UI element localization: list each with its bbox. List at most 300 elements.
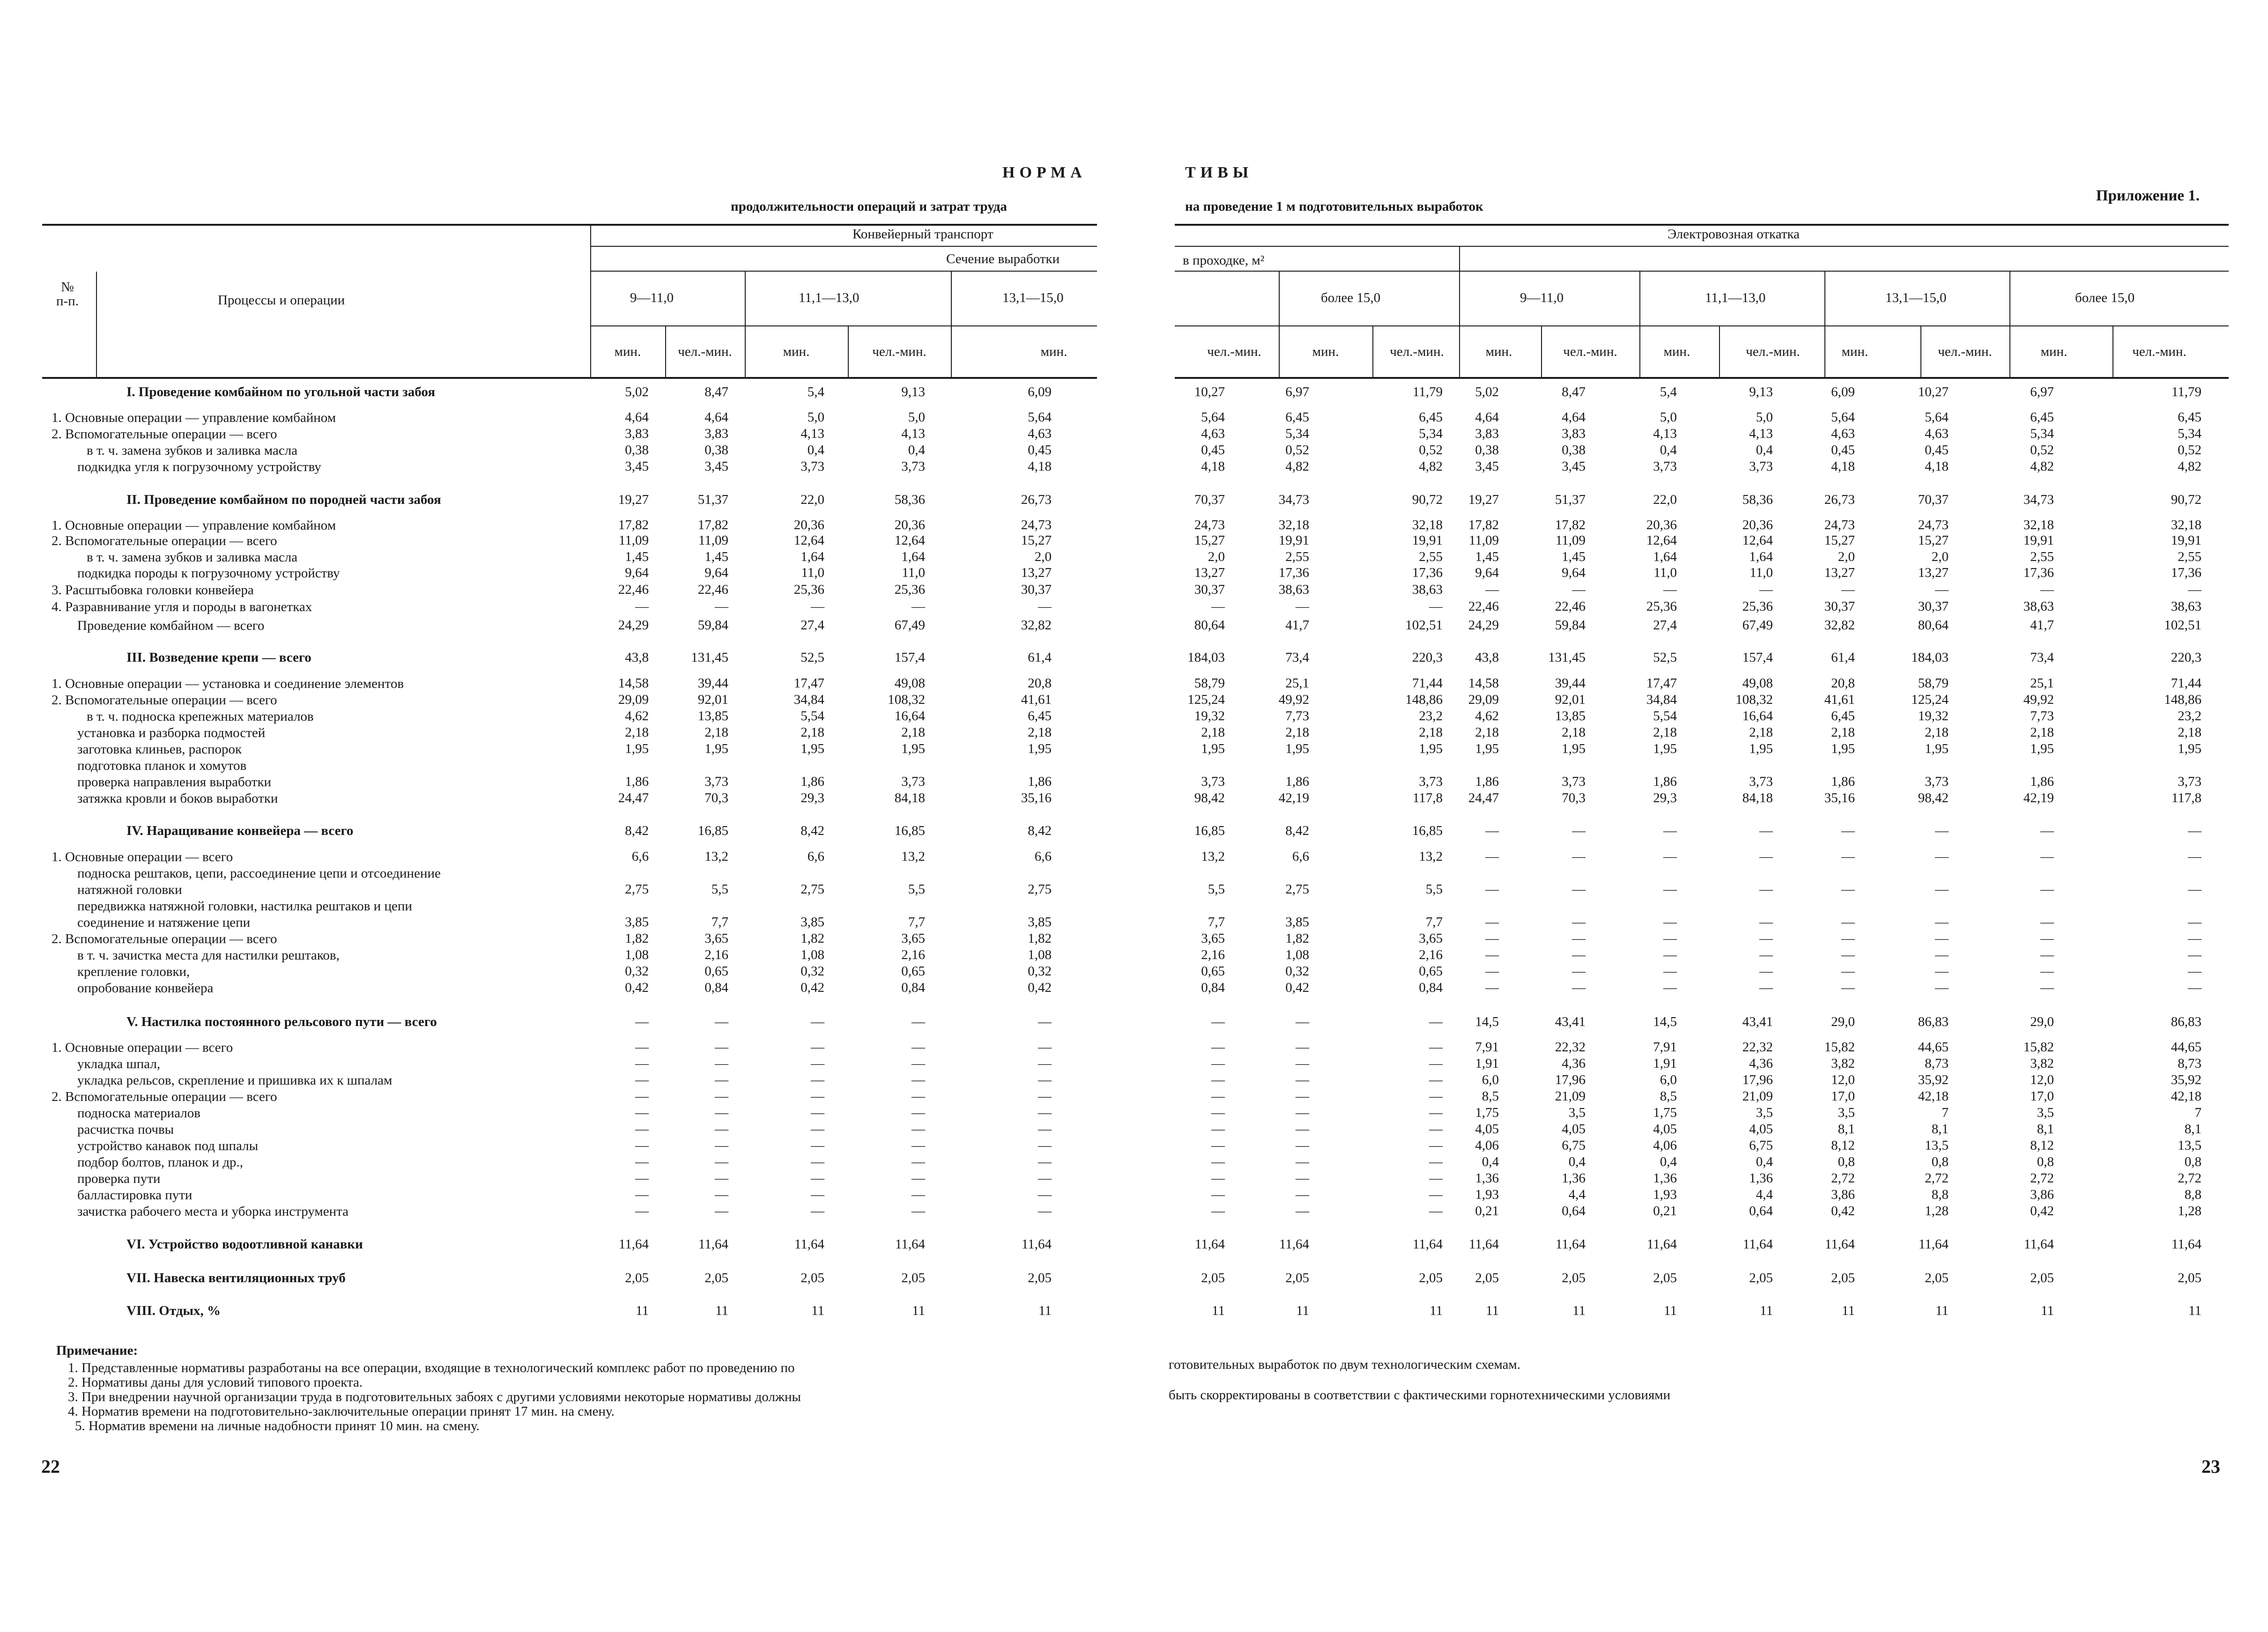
electric-header: Электровозная откатка (1668, 227, 1800, 242)
table-cell: 4,4 (1568, 1187, 1586, 1202)
table-cell: 2,55 (2178, 549, 2201, 564)
table-cell: 2,72 (2178, 1171, 2201, 1186)
row-label: 2. Вспомогательные операции — всего (52, 533, 277, 548)
table-cell: 0,42 (800, 980, 824, 995)
table-cell: 1,08 (625, 947, 649, 962)
table-cell: 1,45 (1562, 549, 1586, 564)
row-label: 1. Основные операции — управление комбайном (52, 518, 336, 533)
table-cell: 3,73 (800, 459, 824, 474)
table-cell: 11,64 (698, 1237, 728, 1252)
table-cell: — (635, 1014, 649, 1029)
table-cell: 35,16 (1824, 790, 1855, 805)
range-header: 9—11,0 (1520, 290, 1564, 305)
table-cell: 11 (1038, 1303, 1052, 1318)
table-cell: 70,37 (1918, 492, 1949, 507)
table-cell: 1,86 (800, 774, 824, 789)
table-cell: 70,3 (704, 790, 728, 805)
table-cell: 2,18 (1201, 725, 1225, 740)
table-cell: 0,45 (1201, 443, 1225, 458)
table-cell: 11,64 (1742, 1237, 1773, 1252)
table-cell: 14,58 (618, 676, 649, 691)
table-cell: 3,45 (704, 459, 728, 474)
row-label: в т. ч. подноска крепежных материалов (87, 709, 314, 724)
table-cell: 1,64 (1653, 549, 1677, 564)
table-cell: 16,85 (1412, 823, 1443, 838)
table-cell: 29,3 (1653, 790, 1677, 805)
unit-header: чел.-мин. (1207, 344, 1261, 359)
table-cell: 8,8 (1931, 1187, 1949, 1202)
table-cell: 73,4 (2030, 650, 2054, 665)
row-label: подкидка породы к погрузочному устройству (77, 566, 340, 581)
table-cell: 131,45 (1548, 650, 1586, 665)
vrule-r3 (1459, 247, 1460, 377)
unit-header: чел.-мин. (1563, 344, 1617, 359)
table-cell: 70,3 (1562, 790, 1586, 805)
table-cell: — (1296, 1072, 1309, 1087)
table-cell: — (1759, 823, 1773, 838)
table-cell: 1,95 (1475, 741, 1499, 756)
table-cell: — (811, 1187, 824, 1202)
table-cell: 3,5 (1568, 1105, 1586, 1120)
table-cell: 9,64 (1475, 565, 1499, 580)
table-cell: 11,64 (1918, 1237, 1949, 1252)
unit-header: чел.-мин. (1746, 344, 1800, 359)
table-cell: 4,64 (1562, 410, 1586, 425)
table-cell: 25,1 (2030, 676, 2054, 691)
table-cell: 2,18 (1749, 725, 1773, 740)
table-cell: 41,61 (1021, 692, 1052, 707)
unit-header: чел.-мин. (1938, 344, 1992, 359)
table-cell: 1,64 (800, 549, 824, 564)
table-cell: 71,44 (2171, 676, 2201, 691)
table-cell: 11,09 (698, 533, 728, 548)
table-cell: 24,73 (1918, 517, 1949, 532)
note-line: готовительных выработок по двум технологическим схемам. (1169, 1357, 1520, 1372)
electric-rule (1175, 246, 2229, 247)
table-cell: 29,0 (2030, 1014, 2054, 1029)
table-cell: — (1296, 1171, 1309, 1186)
table-cell: 1,45 (625, 549, 649, 564)
table-cell: 84,18 (894, 790, 925, 805)
table-cell: 1,93 (1653, 1187, 1677, 1202)
table-cell: 4,36 (1749, 1056, 1773, 1071)
table-cell: 58,79 (1194, 676, 1225, 691)
table-cell: 49,92 (2023, 692, 2054, 707)
table-cell: 5,34 (2030, 426, 2054, 441)
table-cell: 11 (912, 1303, 925, 1318)
table-cell: — (1485, 882, 1499, 897)
table-cell: 39,44 (1555, 676, 1586, 691)
table-cell: 24,73 (1194, 517, 1225, 532)
table-cell: — (1296, 599, 1309, 614)
table-cell: 8,5 (1660, 1089, 1677, 1104)
table-cell: 84,18 (1742, 790, 1773, 805)
table-cell: 2,05 (625, 1270, 649, 1285)
table-cell: 17,82 (1555, 517, 1586, 532)
table-cell: 2,05 (1749, 1270, 1773, 1285)
row-label: подбор болтов, планок и др., (77, 1155, 244, 1170)
table-cell: — (1841, 582, 1855, 597)
table-cell: 3,83 (625, 426, 649, 441)
table-cell: 25,36 (793, 582, 824, 597)
table-cell: 3,73 (1653, 459, 1677, 474)
row-label: проверка пути (77, 1171, 161, 1186)
table-cell: — (1038, 1122, 1052, 1137)
table-cell: — (1935, 582, 1949, 597)
header-top-rule-right (1175, 224, 2229, 226)
table-cell: 4,13 (1749, 426, 1773, 441)
table-cell: — (2040, 964, 2054, 979)
page-number-right: 23 (2201, 1456, 2220, 1477)
table-cell: 2,18 (1831, 725, 1855, 740)
table-cell: 6,09 (1831, 384, 1855, 399)
table-cell: 125,24 (1911, 692, 1949, 707)
table-cell: 42,19 (2023, 790, 2054, 805)
table-cell: 3,73 (901, 774, 925, 789)
table-cell: 5,02 (625, 384, 649, 399)
table-cell: 13,5 (1925, 1138, 1949, 1153)
table-cell: 1,08 (1028, 947, 1052, 962)
table-cell: — (912, 1187, 925, 1202)
range-rule-left (590, 325, 1097, 326)
table-cell: 19,91 (2171, 533, 2201, 548)
table-cell: — (1759, 849, 1773, 864)
table-cell: 0,45 (1925, 443, 1949, 458)
table-cell: — (1572, 882, 1586, 897)
table-cell: 8,12 (1831, 1138, 1855, 1153)
table-cell: 92,01 (697, 692, 728, 707)
table-cell: — (1429, 1105, 1443, 1120)
table-cell: 3,65 (704, 931, 728, 946)
table-cell: 22,46 (618, 582, 649, 597)
vrule-l3 (848, 326, 849, 377)
table-cell: 24,47 (618, 790, 649, 805)
table-cell: — (1429, 1204, 1443, 1218)
table-cell: 24,29 (1468, 618, 1499, 633)
table-cell: 13,85 (1555, 709, 1586, 724)
table-cell: — (715, 1089, 728, 1104)
table-cell: 3,85 (800, 915, 824, 930)
table-cell: — (912, 1105, 925, 1120)
table-cell: 17,36 (1278, 565, 1309, 580)
table-cell: — (1485, 980, 1499, 995)
table-cell: 4,82 (1285, 459, 1309, 474)
table-cell: 4,36 (1562, 1056, 1586, 1071)
table-cell: — (635, 1056, 649, 1071)
table-cell: — (1572, 947, 1586, 962)
table-cell: 20,8 (1831, 676, 1855, 691)
table-cell: 11,64 (1412, 1237, 1443, 1252)
table-cell: 59,84 (697, 618, 728, 633)
table-cell: — (2188, 964, 2201, 979)
table-cell: 7,7 (1208, 915, 1225, 930)
row-label: крепление головки, (77, 964, 190, 979)
table-cell: 4,63 (1201, 426, 1225, 441)
row-label: 1. Основные операции — всего (52, 1040, 233, 1055)
table-cell: — (1841, 915, 1855, 930)
table-cell: 1,28 (1925, 1204, 1949, 1218)
row-label: в т. ч. замена зубков и заливка масла (87, 443, 298, 458)
table-cell: 5,5 (1208, 882, 1225, 897)
table-cell: 5,4 (1660, 384, 1677, 399)
table-cell: 32,18 (1278, 517, 1309, 532)
table-cell: 1,82 (1028, 931, 1052, 946)
table-cell: 2,05 (1653, 1270, 1677, 1285)
table-cell: 49,08 (894, 676, 925, 691)
table-cell: 2,05 (1419, 1270, 1443, 1285)
section-row-label: V. Настилка постоянного рельсового пути — всего (126, 1014, 437, 1029)
table-cell: — (811, 1089, 824, 1104)
table-cell: 4,13 (800, 426, 824, 441)
row-label: подноска рештаков, цепи, рассоединение цепи и отсоединение (77, 866, 441, 881)
range-header: 9—11,0 (630, 290, 674, 305)
table-cell: 14,5 (1475, 1014, 1499, 1029)
table-cell: 35,92 (2171, 1072, 2201, 1087)
table-cell: 58,36 (894, 492, 925, 507)
table-cell: — (1296, 1089, 1309, 1104)
table-cell: — (1211, 1138, 1225, 1153)
table-cell: 16,85 (894, 823, 925, 838)
table-cell: 11,64 (1279, 1237, 1309, 1252)
table-cell: 0,4 (1568, 1154, 1586, 1169)
table-cell: 0,42 (1028, 980, 1052, 995)
table-cell: 5,64 (1831, 410, 1855, 425)
table-cell: — (1841, 882, 1855, 897)
table-cell: 11,09 (618, 533, 649, 548)
table-cell: 17,36 (2171, 565, 2201, 580)
row-label: 2. Вспомогательные операции — всего (52, 693, 277, 708)
table-cell: 32,82 (1021, 618, 1052, 633)
table-cell: 29,09 (618, 692, 649, 707)
table-cell: 38,63 (1278, 582, 1309, 597)
row-label: 1. Основные операции — управление комбайном (52, 410, 336, 425)
table-cell: 17,96 (1555, 1072, 1586, 1087)
table-cell: — (1038, 1040, 1052, 1055)
table-cell: 1,91 (1653, 1056, 1677, 1071)
table-cell: 4,62 (625, 709, 649, 724)
table-cell: 1,75 (1475, 1105, 1499, 1120)
table-cell: 12,0 (2030, 1072, 2054, 1087)
row-label: затяжка кровли и боков выработки (77, 791, 278, 806)
table-cell: 0,42 (2030, 1204, 2054, 1218)
table-cell: — (1296, 1056, 1309, 1071)
table-cell: — (811, 1056, 824, 1071)
table-cell: — (2188, 947, 2201, 962)
table-cell: 0,4 (908, 443, 925, 458)
table-cell: 35,16 (1021, 790, 1052, 805)
table-cell: — (635, 1171, 649, 1186)
table-cell: 4,05 (1653, 1122, 1677, 1137)
table-cell: — (2188, 980, 2201, 995)
row-label: заготовка клиньев, распорок (77, 742, 242, 757)
table-cell: 0,32 (800, 964, 824, 979)
row-label: Проведение комбайном — всего (77, 618, 265, 633)
table-cell: 1,82 (1285, 931, 1309, 946)
table-cell: 17,82 (1468, 517, 1499, 532)
table-cell: 24,29 (618, 618, 649, 633)
section-row-label: VI. Устройство водоотливной канавки (126, 1237, 363, 1252)
vrule-l2 (745, 272, 746, 377)
table-cell: 29,09 (1468, 692, 1499, 707)
table-cell: 19,91 (1412, 533, 1443, 548)
table-cell: 2,18 (704, 725, 728, 740)
table-cell: — (1429, 1056, 1443, 1071)
table-cell: 0,32 (1028, 964, 1052, 979)
table-cell: 51,37 (1555, 492, 1586, 507)
table-cell: 2,18 (1028, 725, 1052, 740)
table-cell: 2,18 (1562, 725, 1586, 740)
table-cell: 2,18 (2178, 725, 2201, 740)
table-cell: 30,37 (1918, 599, 1949, 614)
section-header-right: в проходке, м² (1183, 253, 1265, 268)
table-cell: 5,5 (1425, 882, 1443, 897)
row-label: расчистка почвы (77, 1122, 174, 1137)
row-label: в т. ч. зачистка места для настилки рештаков, (77, 948, 340, 963)
table-cell: 27,4 (800, 618, 824, 633)
table-cell: 7,7 (1425, 915, 1443, 930)
row-label: проверка направления выработки (77, 775, 272, 790)
table-cell: — (1663, 947, 1677, 962)
table-cell: 80,64 (1194, 618, 1225, 633)
table-cell: — (912, 1154, 925, 1169)
table-cell: — (635, 1089, 649, 1104)
table-cell: — (1038, 1089, 1052, 1104)
table-cell: 9,64 (625, 565, 649, 580)
table-cell: — (1759, 931, 1773, 946)
table-cell: 8,73 (1925, 1056, 1949, 1071)
table-cell: 8,47 (1562, 384, 1586, 399)
table-cell: 1,86 (2030, 774, 2054, 789)
row-label: 1. Основные операции — всего (52, 849, 233, 864)
table-cell: — (2188, 823, 2201, 838)
table-cell: 42,18 (1918, 1089, 1949, 1104)
table-cell: 13,27 (1021, 565, 1052, 580)
table-cell: 3,5 (1838, 1105, 1855, 1120)
table-cell: 11,64 (1468, 1237, 1499, 1252)
table-cell: — (715, 1105, 728, 1120)
table-cell: — (811, 1105, 824, 1120)
table-cell: — (912, 1171, 925, 1186)
table-cell: 1,86 (1285, 774, 1309, 789)
table-cell: 0,45 (1028, 443, 1052, 458)
table-cell: 2,0 (1931, 549, 1949, 564)
section-row-label: II. Проведение комбайном по породней части забоя (126, 492, 441, 507)
table-cell: — (1038, 1187, 1052, 1202)
vrule-num (96, 272, 97, 377)
table-cell: 1,82 (800, 931, 824, 946)
num-column-header: № п-п. (56, 280, 79, 309)
table-cell: 10,27 (1918, 384, 1949, 399)
table-cell: 6,6 (631, 849, 649, 864)
table-cell: 1,95 (704, 741, 728, 756)
table-cell: 20,36 (1646, 517, 1677, 532)
table-cell: 0,64 (1562, 1204, 1586, 1218)
row-label: 2. Вспомогательные операции — всего (52, 1089, 277, 1104)
table-cell: 73,4 (1285, 650, 1309, 665)
table-cell: — (811, 1204, 824, 1218)
table-cell: 1,86 (1028, 774, 1052, 789)
table-cell: — (1211, 1204, 1225, 1218)
table-cell: 4,64 (625, 410, 649, 425)
note-line: 5. Норматив времени на личные надобности принят 10 мин. на смену. (75, 1418, 480, 1433)
table-cell: 19,91 (2023, 533, 2054, 548)
table-cell: 11 (1430, 1303, 1443, 1318)
table-cell: 3,73 (1749, 459, 1773, 474)
table-cell: 43,41 (1555, 1014, 1586, 1029)
table-cell: 11 (1296, 1303, 1309, 1318)
table-cell: — (2188, 849, 2201, 864)
table-cell: — (1572, 582, 1586, 597)
table-cell: 14,58 (1468, 676, 1499, 691)
table-cell: 52,5 (800, 650, 824, 665)
table-cell: 25,1 (1285, 676, 1309, 691)
table-cell: 0,38 (625, 443, 649, 458)
table-cell: 0,32 (625, 964, 649, 979)
table-cell: 2,16 (901, 947, 925, 962)
table-cell: — (2040, 947, 2054, 962)
table-cell: 11,0 (1749, 565, 1773, 580)
table-cell: 1,36 (1653, 1171, 1677, 1186)
table-cell: 6,6 (1034, 849, 1052, 864)
table-cell: 17,0 (2030, 1089, 2054, 1104)
table-cell: 7,7 (711, 915, 728, 930)
table-cell: 38,63 (2171, 599, 2201, 614)
section-row-label: IV. Наращивание конвейера — всего (126, 823, 354, 838)
row-label: подготовка планок и хомутов (77, 758, 247, 773)
table-cell: — (1759, 882, 1773, 897)
table-cell: 15,27 (1194, 533, 1225, 548)
table-cell: 4,13 (901, 426, 925, 441)
table-cell: 0,4 (1660, 1154, 1677, 1169)
row-label: 2. Вспомогательные операции — всего (52, 931, 277, 946)
table-cell: 4,63 (1831, 426, 1855, 441)
table-cell: 16,85 (1194, 823, 1225, 838)
table-cell: 2,75 (800, 882, 824, 897)
table-cell: — (635, 1138, 649, 1153)
table-cell: 0,52 (2030, 443, 2054, 458)
table-cell: 20,8 (1028, 676, 1052, 691)
table-cell: 2,18 (1285, 725, 1309, 740)
table-cell: — (811, 1040, 824, 1055)
table-cell: 11 (2041, 1303, 2054, 1318)
table-cell: — (1211, 1072, 1225, 1087)
table-cell: 11,09 (1468, 533, 1499, 548)
table-cell: — (912, 1089, 925, 1104)
table-cell: — (1038, 1204, 1052, 1218)
table-cell: 22,46 (1468, 599, 1499, 614)
table-cell: 184,03 (1911, 650, 1949, 665)
table-cell: 20,36 (1742, 517, 1773, 532)
table-cell: 11 (1486, 1303, 1499, 1318)
table-cell: — (811, 1171, 824, 1186)
table-cell: 6,0 (1482, 1072, 1499, 1087)
table-cell: — (1935, 823, 1949, 838)
table-cell: 1,36 (1562, 1171, 1586, 1186)
table-cell: 7,73 (2030, 709, 2054, 724)
vrule-l1 (665, 326, 666, 377)
table-cell: 4,05 (1475, 1122, 1499, 1137)
table-cell: 11,64 (2023, 1237, 2054, 1252)
table-cell: 1,86 (1831, 774, 1855, 789)
table-cell: — (912, 1056, 925, 1071)
table-cell: 1,28 (2178, 1204, 2201, 1218)
table-cell: — (1572, 980, 1586, 995)
table-cell: 9,64 (704, 565, 728, 580)
table-cell: — (1935, 931, 1949, 946)
table-cell: — (1935, 915, 1949, 930)
table-cell: — (635, 1072, 649, 1087)
table-cell: — (1935, 849, 1949, 864)
